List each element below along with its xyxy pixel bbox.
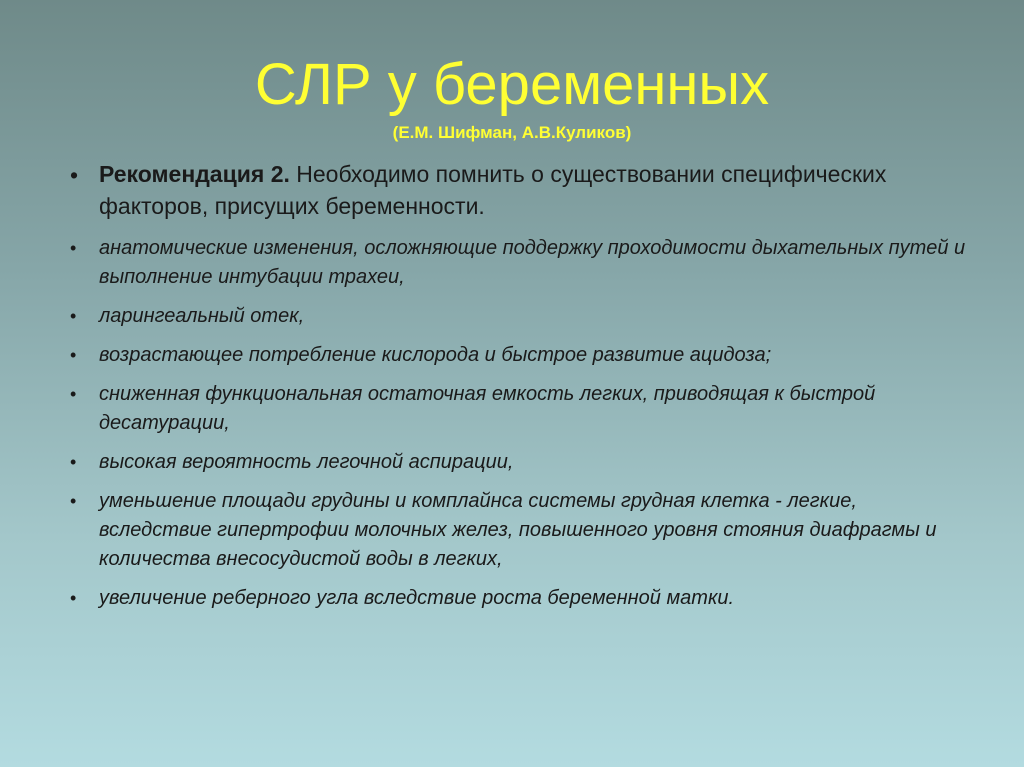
list-item xyxy=(70,380,975,438)
bullet-list xyxy=(70,158,975,623)
list-item-text: возрастающее потребление кислорода и быстрое развитие ацидоза; xyxy=(99,344,772,366)
recommendation-text: Необходимо помнить о существовании специфических факторов, присущих беременности. xyxy=(99,161,887,219)
list-item xyxy=(70,234,975,292)
bullet-icon: • xyxy=(70,384,77,404)
list-item-text: уменьшение площади грудины и комплайнса системы грудная клетка - легкие, вследствие гипертрофии молочных желез, повышенного уровня стояния диафрагмы и количества внесосудистой воды в легких, xyxy=(99,490,937,570)
list-item-text: увеличение реберного угла вследствие роста беременной матки. xyxy=(99,587,735,609)
list-item xyxy=(70,448,975,477)
bullet-icon: • xyxy=(70,162,79,188)
bullet-icon: • xyxy=(70,306,77,326)
list-item-text: высокая вероятность легочной аспирации, xyxy=(99,451,514,473)
slide-subtitle: (Е.М. Шифман, А.В.Куликов) xyxy=(392,123,632,142)
bullet-icon: • xyxy=(70,491,77,511)
list-item-text: сниженная функциональная остаточная емкость легких, приводящая к быстрой десатурации, xyxy=(99,383,876,434)
list-item xyxy=(70,584,975,613)
slide-title: СЛР у беременных xyxy=(254,52,770,117)
bullet-icon: • xyxy=(70,588,77,608)
list-item xyxy=(70,341,975,370)
recommendation-label: Рекомендация 2. xyxy=(99,161,290,187)
list-item xyxy=(70,302,975,331)
list-item xyxy=(70,487,975,574)
bullet-icon: • xyxy=(70,452,77,472)
list-item-text: ларингеальный отек, xyxy=(99,305,305,327)
bullet-icon: • xyxy=(70,238,77,258)
list-item-lead xyxy=(70,158,975,222)
bullet-icon: • xyxy=(70,345,77,365)
list-item-text: анатомические изменения, осложняющие поддержку проходимости дыхательных путей и выполнение интубации трахеи, xyxy=(99,237,966,288)
